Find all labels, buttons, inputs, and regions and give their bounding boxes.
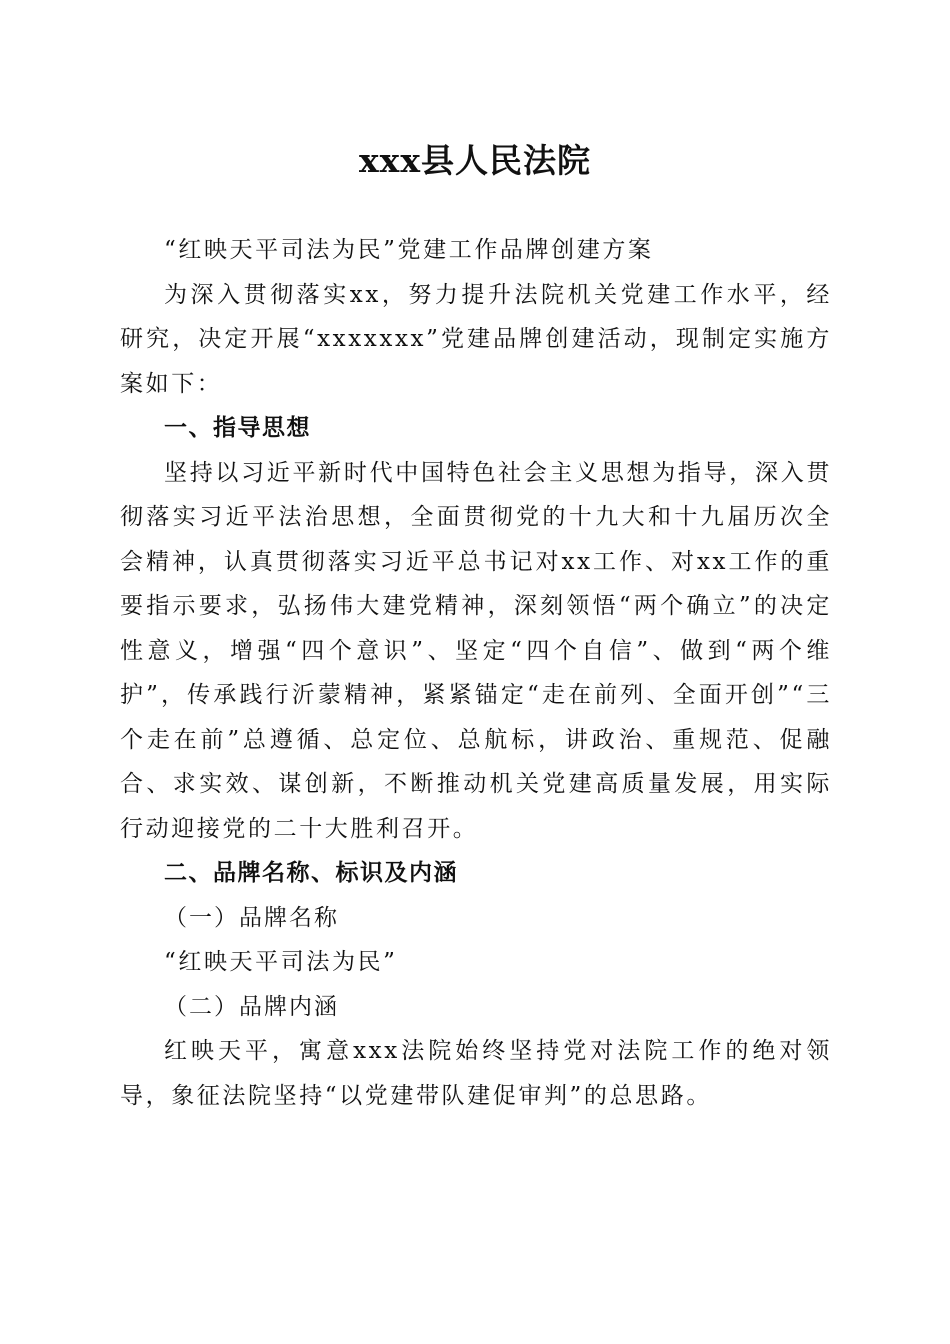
document-title: xxx县人民法院 xyxy=(358,141,592,180)
document-body xyxy=(120,228,832,1118)
section-heading-brand: 二、品牌名称、标识及内涵 xyxy=(164,860,458,886)
document-subtitle: “红映天平司法为民”党建工作品牌创建方案 xyxy=(164,237,654,263)
subsection-heading-brand-meaning: （二）品牌内涵 xyxy=(164,993,339,1020)
section-heading-guiding-ideology: 一、指导思想 xyxy=(164,415,311,441)
subsection-heading-brand-name: （一）品牌名称 xyxy=(164,904,339,931)
subsection-body-brand-meaning: 红映天平，寓意xxx法院始终坚持党对法院工作的绝对领导，象征法院坚持“以党建带队建促审判”的总思路。 xyxy=(120,1038,832,1109)
intro-paragraph: 为深入贯彻落实xx，努力提升法院机关党建工作水平，经研究，决定开展“xxxxxxx”党建品牌创建活动，现制定实施方案如下： xyxy=(120,281,832,397)
subsection-body-brand-name: “红映天平司法为民” xyxy=(164,949,398,975)
section-body-guiding-ideology: 坚持以习近平新时代中国特色社会主义思想为指导，深入贯彻落实习近平法治思想，全面贯彻党的十九大和十九届历次全会精神，认真贯彻落实习近平总书记对xx工作、对xx工作的重要指示要求，弘扬伟大建党精神，深刻领悟“两个确立”的决定性意义，增强“四个意识”、坚定“四个自信”、做到“两个维护”，传承践行沂蒙精神，紧紧锚定“走在前列、全面开创”“三个走在前”总遵循、总定位、总航标，讲政治、重规范、促融合、求实效、谋创新，不断推动机关党建高质量发展，用实际行动迎接党的二十大胜利召开。 xyxy=(120,459,832,842)
